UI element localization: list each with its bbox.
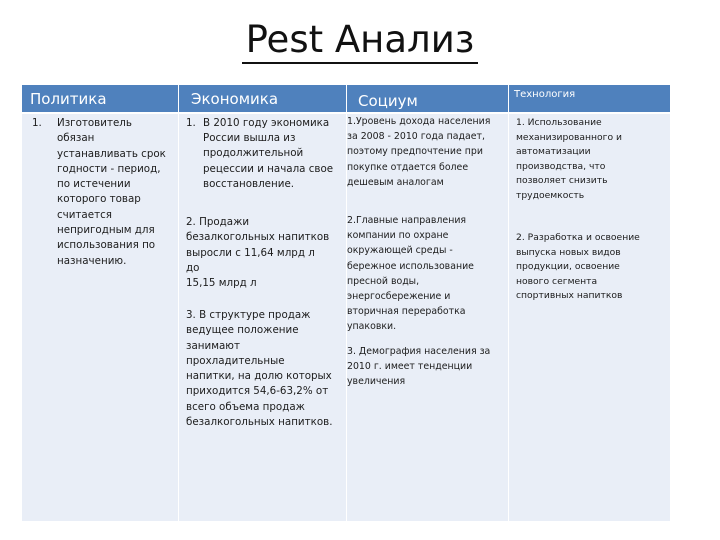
header-politics-label: Политика	[30, 90, 107, 108]
header-society	[347, 85, 508, 112]
header-technology	[509, 85, 670, 112]
politics-item1-number: 1.	[32, 117, 42, 129]
economy-item2-text: 2. Продажи безалкогольных напитков выросли с 11,64 млрд л до 15,15 млрд л	[186, 216, 330, 290]
header-divider	[22, 112, 670, 114]
pest-table	[22, 85, 670, 521]
politics-item1-text: Изготовитель обязан устанавливать срок годности - период, по истечении которого товар считается непригодным для использования по назначению.	[57, 117, 166, 267]
page-title	[0, 18, 720, 61]
society-item1-text: 1.Уровень дохода населения за 2008 - 2010 года падает, поэтому предпочтение при покупке отдается более дешевым аналогам	[347, 116, 491, 188]
header-economy-label: Экономика	[191, 90, 279, 108]
society-item2-text: 2.Главные направления компании по охране окружающей среды - бережное использование пресной воды, энергосбережение и вторичная переработка упаковки.	[347, 215, 474, 333]
technology-item1-text: 1. Использование механизированного и автоматизации производства, что позволяет снизить трудоемкость	[516, 117, 622, 201]
header-economy	[179, 85, 346, 112]
page-title-text: Pest Анализ	[242, 18, 479, 64]
technology-item2-text: 2. Разработка и освоение выпуска новых видов продукции, освоение нового сегмента спортивных напитков	[516, 232, 640, 302]
society-item3-text: 3. Демография населения за 2010 г. имеет тенденции увеличения	[347, 346, 491, 388]
header-politics	[22, 85, 178, 112]
economy-item1-number: 1.	[186, 117, 196, 129]
economy-item1-first-line: В 2010 году экономика	[203, 117, 330, 129]
economy-item3-text: 3. В структуре продаж ведущее положение занимают прохладительные напитки, на долю которых приходится 54,6-63,2% от всего объема продаж безалкогольных напитков.	[186, 309, 333, 429]
header-technology-label: Технология	[514, 89, 576, 100]
header-society-label: Социум	[358, 92, 418, 110]
economy-item1-text: России вышла из продолжительной рецессии и начала свое восстановление.	[203, 132, 334, 190]
